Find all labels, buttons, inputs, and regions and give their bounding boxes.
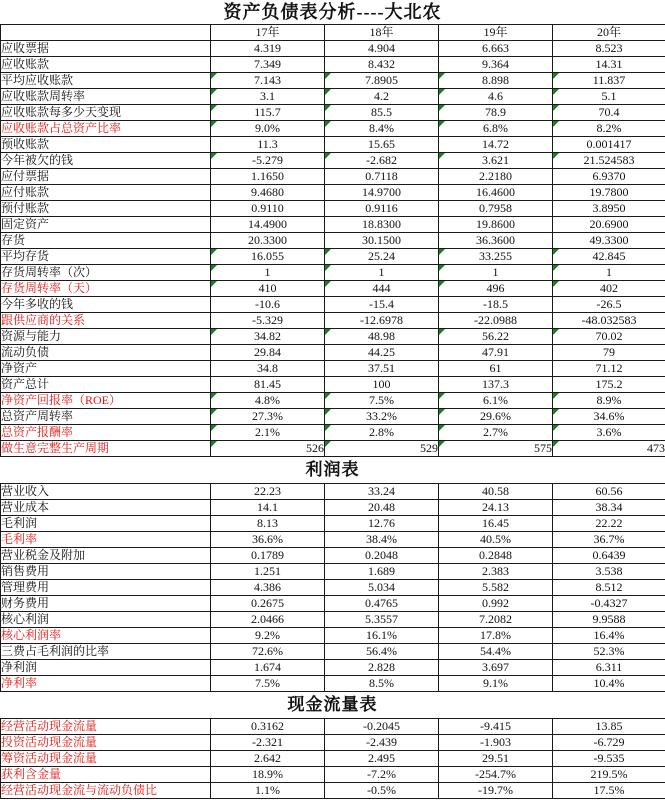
value-cell[interactable]: -48.032583 [553,313,665,329]
table-row [1,297,665,313]
row-label[interactable]: 净利润 [1,660,211,676]
table-row [1,281,665,297]
value-cell[interactable]: -9.535 [553,751,665,767]
value-cell[interactable]: 2.8% [325,425,439,441]
table-row [1,767,665,783]
row-label[interactable]: 流动负债 [1,345,211,361]
value-cell[interactable]: 175.2 [553,377,665,393]
value-cell[interactable]: 16.055 [211,249,325,265]
value-cell[interactable]: 9.1% [439,676,553,692]
value-cell[interactable]: 0.001417 [553,137,665,153]
value-cell[interactable]: 7.5% [325,393,439,409]
value-cell[interactable]: 0.1789 [211,548,325,564]
table-row [1,564,665,580]
value-cell[interactable]: 496 [439,281,553,297]
value-cell[interactable]: 14.1 [211,500,325,516]
value-cell[interactable]: 9.0% [211,121,325,137]
row-label[interactable]: 平均存货 [1,249,211,265]
value-cell[interactable]: 79 [553,345,665,361]
cash-flow-table [0,718,665,799]
value-cell[interactable]: 13.85 [553,719,665,735]
value-cell[interactable]: 48.98 [325,329,439,345]
table-row [1,393,665,409]
value-cell[interactable]: 8.5% [325,676,439,692]
value-cell[interactable]: 529 [325,441,439,457]
value-cell[interactable]: 49.3300 [553,233,665,249]
table-row [1,516,665,532]
value-cell[interactable]: -7.2% [325,767,439,783]
value-cell[interactable]: 10.4% [553,676,665,692]
row-label[interactable]: 毛利率 [1,532,211,548]
value-cell[interactable]: 85.5 [325,105,439,121]
value-cell[interactable]: 3.6% [553,425,665,441]
value-cell[interactable]: 27.3% [211,409,325,425]
value-cell[interactable]: 14.9700 [325,185,439,201]
value-cell[interactable]: 0.2675 [211,596,325,612]
value-cell[interactable]: 8.432 [325,57,439,73]
value-cell[interactable]: 4.2 [325,89,439,105]
value-cell[interactable]: 4.8% [211,393,325,409]
value-cell[interactable]: -2.439 [325,735,439,751]
table-row [1,783,665,799]
value-cell[interactable]: -18.5 [439,297,553,313]
table-row [1,89,665,105]
row-label[interactable]: 管理费用 [1,580,211,596]
value-cell[interactable]: 1 [553,265,665,281]
value-cell[interactable]: 2.0466 [211,612,325,628]
value-cell[interactable]: 34.6% [553,409,665,425]
value-cell[interactable]: 16.4% [553,628,665,644]
table-row [1,484,665,500]
value-cell[interactable]: 78.9 [439,105,553,121]
value-cell[interactable]: 71.12 [553,361,665,377]
value-cell[interactable]: 8.9% [553,393,665,409]
value-cell[interactable]: 8.512 [553,580,665,596]
value-cell[interactable]: 44.25 [325,345,439,361]
table-row [1,612,665,628]
row-label[interactable]: 预付账款 [1,201,211,217]
value-cell[interactable]: -254.7% [439,767,553,783]
year-column-header[interactable]: 18年 [325,25,439,41]
value-cell[interactable]: 7.5% [211,676,325,692]
row-label[interactable]: 投资活动现金流量 [1,735,211,751]
value-cell[interactable]: 2.828 [325,660,439,676]
value-cell[interactable]: 4.6 [439,89,553,105]
value-cell[interactable]: -9.415 [439,719,553,735]
value-cell[interactable]: 30.1500 [325,233,439,249]
value-cell[interactable]: 6.311 [553,660,665,676]
row-label[interactable]: 做生意完整生产周期 [1,441,211,457]
row-label[interactable]: 三费占毛利润的比率 [1,644,211,660]
corner-cell[interactable] [1,25,211,41]
value-cell[interactable]: 6.9370 [553,169,665,185]
table-row [1,735,665,751]
value-cell[interactable]: 0.9110 [211,201,325,217]
value-cell[interactable]: 34.82 [211,329,325,345]
value-cell[interactable]: 11.837 [553,73,665,89]
table-row [1,153,665,169]
value-cell[interactable]: 6.1% [439,393,553,409]
value-cell[interactable]: -5.329 [211,313,325,329]
value-cell[interactable]: 2.495 [325,751,439,767]
value-cell[interactable]: -0.4327 [553,596,665,612]
value-cell[interactable]: 0.2848 [439,548,553,564]
value-cell[interactable]: 1.1650 [211,169,325,185]
table-row [1,500,665,516]
value-cell[interactable]: 36.6% [211,532,325,548]
value-cell[interactable]: 22.23 [211,484,325,500]
value-cell[interactable]: 9.364 [439,57,553,73]
table-row [1,660,665,676]
section-title-income-statement: 利润表 [305,460,360,479]
value-cell[interactable]: 3.697 [439,660,553,676]
value-cell[interactable]: 8.523 [553,41,665,57]
value-cell[interactable]: -2.321 [211,735,325,751]
value-cell[interactable]: 19.7800 [553,185,665,201]
table-row [1,201,665,217]
table-row [1,137,665,153]
value-cell[interactable]: -10.6 [211,297,325,313]
value-cell[interactable]: 0.7118 [325,169,439,185]
value-cell[interactable]: 1 [325,265,439,281]
value-cell[interactable]: 16.45 [439,516,553,532]
row-label[interactable]: 毛利润 [1,516,211,532]
row-label[interactable]: 资源与能力 [1,329,211,345]
value-cell[interactable]: 14.31 [553,57,665,73]
value-cell[interactable]: 2.7% [439,425,553,441]
row-label[interactable]: 存货 [1,233,211,249]
value-cell[interactable]: 38.4% [325,532,439,548]
value-cell[interactable]: 61 [439,361,553,377]
value-cell[interactable]: 33.2% [325,409,439,425]
row-label[interactable]: 营业税金及附加 [1,548,211,564]
value-cell[interactable]: 17.5% [553,783,665,799]
row-label[interactable]: 资产总计 [1,377,211,393]
table-row [1,441,665,457]
table-row [1,548,665,564]
value-cell[interactable]: 29.6% [439,409,553,425]
row-label[interactable]: 经营活动现金流量 [1,719,211,735]
row-label[interactable]: 营业收入 [1,484,211,500]
value-cell[interactable]: 5.582 [439,580,553,596]
value-cell[interactable]: 22.22 [553,516,665,532]
value-cell[interactable]: -22.0988 [439,313,553,329]
value-cell[interactable]: 575 [439,441,553,457]
value-cell[interactable]: 56.22 [439,329,553,345]
value-cell[interactable]: 219.5% [553,767,665,783]
value-cell[interactable]: 11.3 [211,137,325,153]
value-cell[interactable]: 2.2180 [439,169,553,185]
value-cell[interactable]: -0.2045 [325,719,439,735]
table-row [1,676,665,692]
value-cell[interactable]: 33.24 [325,484,439,500]
value-cell[interactable]: 0.2048 [325,548,439,564]
value-cell[interactable]: 54.4% [439,644,553,660]
table-row [1,596,665,612]
balance-sheet-table [0,24,665,457]
row-label[interactable]: 应付账款 [1,185,211,201]
table-row [1,73,665,89]
value-cell[interactable]: 0.6439 [553,548,665,564]
table-row [1,313,665,329]
value-cell[interactable]: 402 [553,281,665,297]
value-cell[interactable]: 1.674 [211,660,325,676]
value-cell[interactable]: 14.4900 [211,217,325,233]
row-label[interactable]: 应收账款占总资产比率 [1,121,211,137]
value-cell[interactable]: 40.58 [439,484,553,500]
value-cell[interactable]: 14.72 [439,137,553,153]
value-cell[interactable]: 40.5% [439,532,553,548]
value-cell[interactable]: 8.4% [325,121,439,137]
value-cell[interactable]: 115.7 [211,105,325,121]
row-label[interactable]: 核心利润 [1,612,211,628]
value-cell[interactable]: 6.8% [439,121,553,137]
value-cell[interactable]: 7.143 [211,73,325,89]
value-cell[interactable]: -1.903 [439,735,553,751]
value-cell[interactable]: 2.383 [439,564,553,580]
value-cell[interactable]: 1.251 [211,564,325,580]
value-cell[interactable]: 1.689 [325,564,439,580]
year-column-header[interactable]: 17年 [211,25,325,41]
row-label[interactable]: 净资产回报率（ROE） [1,393,211,409]
value-cell[interactable]: 20.48 [325,500,439,516]
value-cell[interactable]: 16.1% [325,628,439,644]
value-cell[interactable]: 1.1% [211,783,325,799]
value-cell[interactable]: -12.6978 [325,313,439,329]
value-cell[interactable]: 34.8 [211,361,325,377]
value-cell[interactable]: 6.663 [439,41,553,57]
value-cell[interactable]: 0.9116 [325,201,439,217]
value-cell[interactable]: 81.45 [211,377,325,393]
value-cell[interactable]: 1 [439,265,553,281]
value-cell[interactable]: -19.7% [439,783,553,799]
value-cell[interactable]: 0.992 [439,596,553,612]
value-cell[interactable]: 60.56 [553,484,665,500]
value-cell[interactable]: 0.4765 [325,596,439,612]
table-row [1,377,665,393]
value-cell[interactable]: -26.5 [553,297,665,313]
value-cell[interactable]: 17.8% [439,628,553,644]
table-row [1,409,665,425]
value-cell[interactable]: 15.65 [325,137,439,153]
year-column-header[interactable]: 19年 [439,25,553,41]
row-label[interactable]: 预收账款 [1,137,211,153]
table-row [1,169,665,185]
value-cell[interactable]: 1 [211,265,325,281]
value-cell[interactable]: 100 [325,377,439,393]
table-row [1,41,665,57]
row-label[interactable]: 应收账款周转率 [1,89,211,105]
value-cell[interactable]: 24.13 [439,500,553,516]
value-cell[interactable]: 52.3% [553,644,665,660]
value-cell[interactable]: 3.538 [553,564,665,580]
row-label[interactable]: 筹资活动现金流量 [1,751,211,767]
row-label[interactable]: 总资产报酬率 [1,425,211,441]
value-cell[interactable]: 137.3 [439,377,553,393]
row-label[interactable]: 应收账款 [1,57,211,73]
table-row [1,425,665,441]
value-cell[interactable]: 12.76 [325,516,439,532]
value-cell[interactable]: 18.8300 [325,217,439,233]
value-cell[interactable]: 20.3300 [211,233,325,249]
value-cell[interactable]: 25.24 [325,249,439,265]
table-row [1,233,665,249]
table-row [1,345,665,361]
value-cell[interactable]: 42.845 [553,249,665,265]
row-label[interactable]: 总资产周转率 [1,409,211,425]
table-row [1,532,665,548]
value-cell[interactable]: 5.1 [553,89,665,105]
value-cell[interactable]: 8.898 [439,73,553,89]
value-cell[interactable]: 56.4% [325,644,439,660]
value-cell[interactable]: 0.7958 [439,201,553,217]
row-label[interactable]: 核心利润率 [1,628,211,644]
year-column-header[interactable]: 20年 [553,25,665,41]
row-label[interactable]: 今年被欠的钱 [1,153,211,169]
value-cell[interactable]: 9.9588 [553,612,665,628]
row-label[interactable]: 应收账款每多少天变现 [1,105,211,121]
value-cell[interactable]: 3.1 [211,89,325,105]
value-cell[interactable]: 9.2% [211,628,325,644]
table-row [1,217,665,233]
value-cell[interactable]: -15.4 [325,297,439,313]
value-cell[interactable]: 4.386 [211,580,325,596]
value-cell[interactable]: 70.4 [553,105,665,121]
section-title-cash-flow: 现金流量表 [287,695,378,714]
row-label[interactable]: 存货周转率（天） [1,281,211,297]
row-label[interactable]: 经营活动现金流与流动负债比 [1,783,211,799]
value-cell[interactable]: -2.682 [325,153,439,169]
value-cell[interactable]: 3.621 [439,153,553,169]
row-label[interactable]: 应付票据 [1,169,211,185]
value-cell[interactable]: 70.02 [553,329,665,345]
row-label[interactable]: 获利含金量 [1,767,211,783]
income-statement-table [0,483,665,692]
value-cell[interactable]: 2.642 [211,751,325,767]
row-label[interactable]: 跟供应商的关系 [1,313,211,329]
value-cell[interactable]: 5.034 [325,580,439,596]
value-cell[interactable]: 72.6% [211,644,325,660]
row-label[interactable]: 销售费用 [1,564,211,580]
table-row [1,185,665,201]
row-label[interactable]: 固定资产 [1,217,211,233]
value-cell[interactable]: 33.255 [439,249,553,265]
value-cell[interactable]: 4.904 [325,41,439,57]
row-label[interactable]: 今年多收的钱 [1,297,211,313]
table-row [1,751,665,767]
value-cell[interactable]: 21.524583 [553,153,665,169]
value-cell[interactable]: 20.6900 [553,217,665,233]
value-cell[interactable]: 8.2% [553,121,665,137]
row-label[interactable]: 平均应收账款 [1,73,211,89]
value-cell[interactable]: 9.4680 [211,185,325,201]
value-cell[interactable]: -0.5% [325,783,439,799]
value-cell[interactable]: 29.51 [439,751,553,767]
value-cell[interactable]: 410 [211,281,325,297]
value-cell[interactable]: 19.8600 [439,217,553,233]
table-row [1,121,665,137]
value-cell[interactable]: 526 [211,441,325,457]
table-row [1,249,665,265]
value-cell[interactable]: 7.8905 [325,73,439,89]
row-label[interactable]: 应收票据 [1,41,211,57]
value-cell[interactable]: 36.7% [553,532,665,548]
table-row [1,265,665,281]
value-cell[interactable]: 8.13 [211,516,325,532]
report-title: 资产负债表分析----大北农 [223,2,442,22]
value-cell[interactable]: 2.1% [211,425,325,441]
value-cell[interactable]: 5.3557 [325,612,439,628]
row-label[interactable]: 净利率 [1,676,211,692]
table-row [1,105,665,121]
value-cell[interactable]: 3.8950 [553,201,665,217]
value-cell[interactable]: 38.34 [553,500,665,516]
value-cell[interactable]: 0.3162 [211,719,325,735]
table-row [1,361,665,377]
value-cell[interactable]: -5.279 [211,153,325,169]
table-row [1,628,665,644]
table-row [1,644,665,660]
value-cell[interactable]: 18.9% [211,767,325,783]
table-row [1,580,665,596]
value-cell[interactable]: 29.84 [211,345,325,361]
row-label[interactable]: 财务费用 [1,596,211,612]
value-cell[interactable]: 7.2082 [439,612,553,628]
table-row [1,57,665,73]
row-label[interactable]: 存货周转率（次） [1,265,211,281]
value-cell[interactable]: 473 [553,441,665,457]
value-cell[interactable]: 444 [325,281,439,297]
year-header-row [1,25,665,41]
value-cell[interactable]: 37.51 [325,361,439,377]
value-cell[interactable]: 4.319 [211,41,325,57]
row-label[interactable]: 净资产 [1,361,211,377]
value-cell[interactable]: 7.349 [211,57,325,73]
table-row [1,719,665,735]
value-cell[interactable]: 36.3600 [439,233,553,249]
row-label[interactable]: 营业成本 [1,500,211,516]
value-cell[interactable]: 16.4600 [439,185,553,201]
value-cell[interactable]: 47.91 [439,345,553,361]
table-row [1,329,665,345]
value-cell[interactable]: -6.729 [553,735,665,751]
